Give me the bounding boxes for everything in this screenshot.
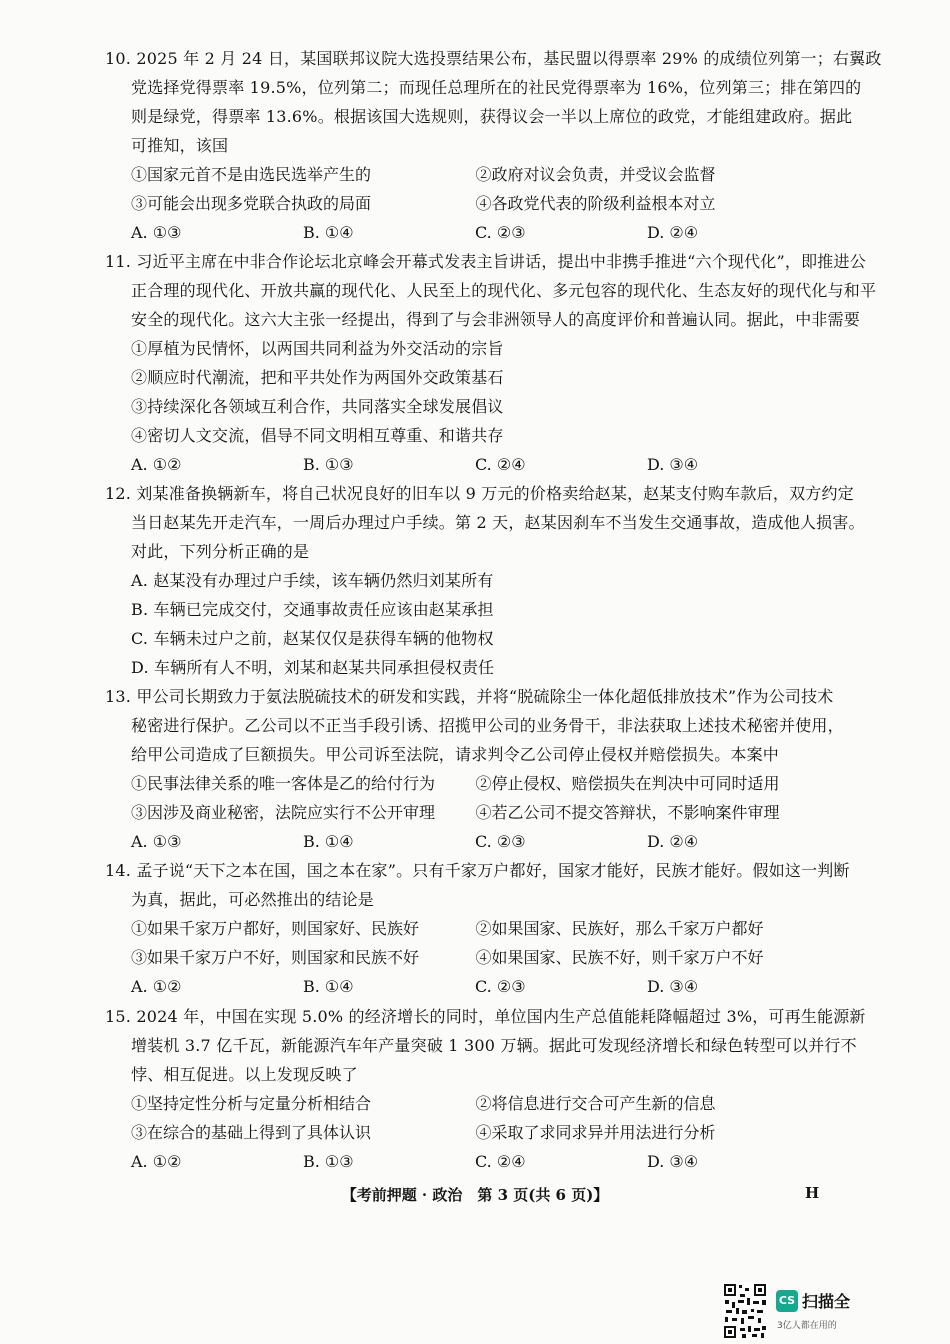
choice-d: D. ③④ xyxy=(647,1152,699,1171)
choice-d: D. ③④ xyxy=(647,455,699,474)
statement: ④如果国家、民族不好，则千家万户不好 xyxy=(475,948,764,967)
option-d: D. 车辆所有人不明，刘某和赵某共同承担侵权责任 xyxy=(131,658,495,677)
statement: ②如果国家、民族好，那么千家万户都好 xyxy=(475,919,764,938)
scanner-subtitle: 3亿人都在用的 xyxy=(777,1321,837,1331)
choice-a: A. ①② xyxy=(131,1152,182,1171)
statement: ③可能会出现多党联合执政的局面 xyxy=(131,194,372,213)
scanner-title: 扫描全 xyxy=(802,1292,851,1311)
camscanner-logo-icon: CS xyxy=(776,1290,798,1312)
question-text: 12. 刘某准备换辆新车，将自己状况良好的旧车以 9 万元的价格卖给赵某，赵某支付购车款后，双方约定 xyxy=(105,484,854,503)
choice-b: B. ①④ xyxy=(303,223,354,242)
answer-choices xyxy=(105,1147,820,1176)
statement: ②政府对议会负责，并受议会监督 xyxy=(475,165,716,184)
answer-choices xyxy=(105,972,820,1001)
answer-choices xyxy=(105,450,820,479)
question-text: 11. 习近平主席在中非合作论坛北京峰会开幕式发表主旨讲话，提出中非携手推进“六个现代化”，即推进公 xyxy=(105,252,866,271)
choice-a: A. ①③ xyxy=(131,832,182,851)
scanner-watermark-badge xyxy=(722,1282,950,1344)
choice-c: C. ②③ xyxy=(475,977,526,996)
choice-b: B. ①④ xyxy=(303,977,354,996)
choice-d: D. ②④ xyxy=(647,223,699,242)
question-13 xyxy=(105,682,844,856)
choice-d: D. ②④ xyxy=(647,832,699,851)
question-text: 悖、相互促进。以上发现反映了 xyxy=(131,1065,358,1084)
statement: ③在综合的基础上得到了具体认识 xyxy=(131,1123,372,1142)
choice-d: D. ③④ xyxy=(647,977,699,996)
question-11 xyxy=(105,247,877,479)
choice-a: A. ①② xyxy=(131,977,182,996)
statement-row xyxy=(105,1118,820,1147)
answer-choices xyxy=(105,218,820,247)
question-text: 13. 甲公司长期致力于氨法脱硫技术的研发和实践，并将“脱硫除尘一体化超低排放技术”作为公司技术 xyxy=(105,687,834,706)
statement-row xyxy=(105,1089,820,1118)
choice-b: B. ①③ xyxy=(303,1152,354,1171)
choice-b: B. ①③ xyxy=(303,455,354,474)
question-text: 15. 2024 年，中国在实现 5.0% 的经济增长的同时，单位国内生产总值能耗降幅超过 3%，可再生能源新 xyxy=(105,1007,866,1026)
statement-row xyxy=(105,798,820,827)
question-text: 党选择党得票率 19.5%，位列第二；而现任总理所在的社民党得票率为 16%，位列第三；排在第四的 xyxy=(131,78,862,97)
choice-c: C. ②④ xyxy=(475,455,526,474)
question-text: 增装机 3.7 亿千瓦，新能源汽车年产量突破 1 300 万辆。据此可发现经济增长和绿色转型可以并行不 xyxy=(131,1036,857,1055)
choice-c: C. ②③ xyxy=(475,832,526,851)
statement-row xyxy=(105,943,820,972)
statement: ①坚持定性分析与定量分析相结合 xyxy=(131,1094,372,1113)
statement: ④各政党代表的阶级利益根本对立 xyxy=(475,194,716,213)
choice-a: A. ①③ xyxy=(131,223,182,242)
question-10 xyxy=(105,44,882,247)
question-14 xyxy=(105,856,850,1001)
choice-c: C. ②④ xyxy=(475,1152,526,1171)
statement: ③如果千家万户不好，则国家和民族不好 xyxy=(131,948,420,967)
statement: ①民事法律关系的唯一客体是乙的给付行为 xyxy=(131,774,436,793)
statement: ①厚植为民情怀，以两国共同利益为外交活动的宗旨 xyxy=(131,339,504,358)
question-text: 秘密进行保护。乙公司以不正当手段引诱、招揽甲公司的业务骨干，非法获取上述技术秘密并使用， xyxy=(131,716,844,735)
statement-row xyxy=(105,769,820,798)
question-text: 10. 2025 年 2 月 24 日，某国联邦议院大选投票结果公布，基民盟以得票率 29% 的成绩位列第一；右翼政 xyxy=(105,49,882,68)
question-text: 正合理的现代化、开放共赢的现代化、人民至上的现代化、多元包容的现代化、生态友好的现代化与和平 xyxy=(131,281,877,300)
statement-row xyxy=(105,160,820,189)
option-a: A. 赵某没有办理过户手续，该车辆仍然归刘某所有 xyxy=(131,571,494,590)
statement: ①如果千家万户都好，则国家好、民族好 xyxy=(131,919,420,938)
statement: ①国家元首不是由选民选举产生的 xyxy=(131,165,372,184)
statement: ④若乙公司不提交答辩状，不影响案件审理 xyxy=(475,803,780,822)
question-text: 可推知，该国 xyxy=(131,136,229,155)
qr-code-icon xyxy=(722,1282,768,1340)
statement: ④采取了求同求异并用法进行分析 xyxy=(475,1123,716,1142)
statement: ④密切人文交流，倡导不同文明相互尊重、和谐共存 xyxy=(131,426,504,445)
question-text: 14. 孟子说“天下之本在国，国之本在家”。只有千家万户都好，国家才能好，民族才能好。假如这一判断 xyxy=(105,861,850,880)
question-15 xyxy=(105,1002,866,1176)
question-text: 则是绿党，得票率 13.6%。根据该国大选规则，获得议会一半以上席位的政党，才能组建政府。据此 xyxy=(131,107,853,126)
option-c: C. 车辆未过户之前，赵某仅仅是获得车辆的他物权 xyxy=(131,629,494,648)
choice-b: B. ①④ xyxy=(303,832,354,851)
choice-c: C. ②③ xyxy=(475,223,526,242)
paper-version-letter: H xyxy=(805,1184,820,1202)
option-b: B. 车辆已完成交付，交通事故责任应该由赵某承担 xyxy=(131,600,494,619)
statement: ②顺应时代潮流，把和平共处作为两国外交政策基石 xyxy=(131,368,504,387)
statement: ③因涉及商业秘密，法院应实行不公开审理 xyxy=(131,803,436,822)
question-text: 给甲公司造成了巨额损失。甲公司诉至法院，请求判令乙公司停止侵权并赔偿损失。本案中 xyxy=(131,745,780,764)
question-12 xyxy=(105,479,865,682)
question-text: 为真，据此，可必然推出的结论是 xyxy=(131,890,375,909)
question-text: 当日赵某先开走汽车，一周后办理过户手续。第 2 天，赵某因刹车不当发生交通事故，造成他人损害。 xyxy=(131,513,865,532)
question-text: 对此，下列分析正确的是 xyxy=(131,542,310,561)
statement-row xyxy=(105,189,820,218)
statement: ②停止侵权、赔偿损失在判决中可同时适用 xyxy=(475,774,780,793)
page-footer: 【考前押题 · 政治 第 3 页(共 6 页)】 xyxy=(341,1186,609,1204)
statement-row xyxy=(105,914,820,943)
question-text: 安全的现代化。这六大主张一经提出，得到了与会非洲领导人的高度评价和普遍认同。据此，中非需要 xyxy=(131,310,861,329)
choice-a: A. ①② xyxy=(131,455,182,474)
answer-choices xyxy=(105,827,820,856)
statement: ②将信息进行交合可产生新的信息 xyxy=(475,1094,716,1113)
statement: ③持续深化各领域互利合作，共同落实全球发展倡议 xyxy=(131,397,504,416)
